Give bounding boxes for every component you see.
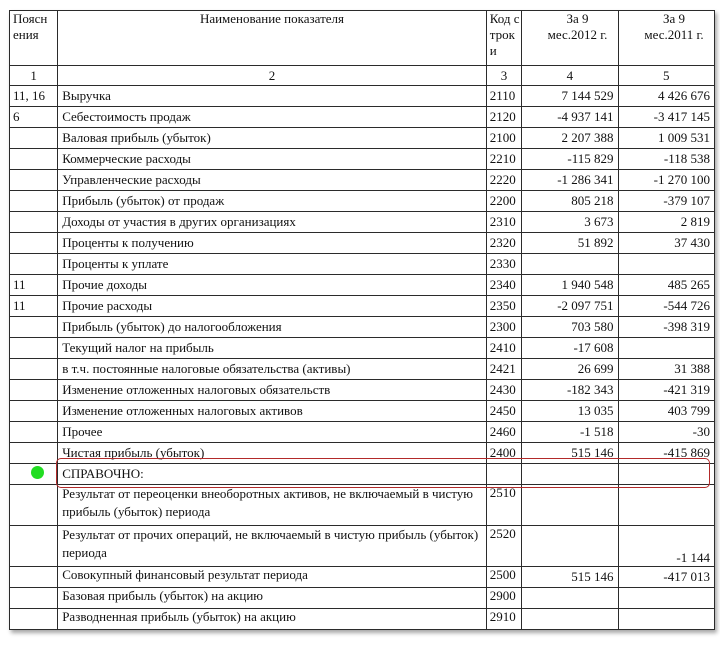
row-prior-value [618, 609, 714, 630]
row-prior-value: 485 265 [618, 275, 714, 296]
table-row [10, 338, 715, 359]
header-period-current: За 9 мес.2012 г. [522, 11, 618, 66]
row-name: Прибыль (убыток) от продаж [58, 191, 487, 212]
row-prior-value: 403 799 [618, 401, 714, 422]
row-prior-value: -379 107 [618, 191, 714, 212]
row-prior-value: -398 319 [618, 317, 714, 338]
row-name: в т.ч. постоянные налоговые обязательства (активы) [58, 359, 487, 380]
reference-row [10, 485, 715, 526]
row-note: 11, 16 [10, 86, 58, 107]
row-note [10, 338, 58, 359]
table-row [10, 128, 715, 149]
row-code: 2450 [486, 401, 521, 422]
row-current-value: 515 146 [522, 443, 618, 464]
row-name: Прочие расходы [58, 296, 487, 317]
table-row [10, 275, 715, 296]
row-name: Результат от переоценки внеоборотных активов, не включаемый в чистую прибыль (убыток) периода [58, 485, 487, 526]
row-current-value: 805 218 [522, 191, 618, 212]
row-current-value: -17 608 [522, 338, 618, 359]
row-name: Текущий налог на прибыль [58, 338, 487, 359]
row-name: Выручка [58, 86, 487, 107]
row-prior-value: -1 270 100 [618, 170, 714, 191]
column-index-row [10, 66, 715, 86]
row-name: Управленческие расходы [58, 170, 487, 191]
header-row [10, 11, 715, 66]
table-row [10, 359, 715, 380]
row-code: 2100 [486, 128, 521, 149]
table-row [10, 317, 715, 338]
row-current-value: 51 892 [522, 233, 618, 254]
table-row [10, 212, 715, 233]
row-name: Базовая прибыль (убыток) на акцию [58, 588, 487, 609]
row-current-value [522, 526, 618, 567]
table-row [10, 170, 715, 191]
row-code: 2310 [486, 212, 521, 233]
row-name: Проценты к получению [58, 233, 487, 254]
row-code: 2220 [486, 170, 521, 191]
row-prior-value: -118 538 [618, 149, 714, 170]
row-name: Чистая прибыль (убыток) [58, 443, 487, 464]
row-note: 11 [10, 296, 58, 317]
reference-row [10, 567, 715, 588]
row-note [10, 233, 58, 254]
reference-label: СПРАВОЧНО: [58, 464, 487, 485]
row-prior-value: 31 388 [618, 359, 714, 380]
table-row [10, 149, 715, 170]
table-row [10, 254, 715, 275]
row-code: 2430 [486, 380, 521, 401]
header-note: Пояснения [10, 11, 58, 66]
row-note [10, 317, 58, 338]
row-name: Проценты к уплате [58, 254, 487, 275]
table-row [10, 233, 715, 254]
row-note [10, 422, 58, 443]
row-current-value [522, 588, 618, 609]
column-index: 3 [486, 66, 521, 86]
row-prior-value [618, 485, 714, 526]
row-current-value: 13 035 [522, 401, 618, 422]
row-note [10, 401, 58, 422]
row-note [10, 443, 58, 464]
table-row [10, 296, 715, 317]
row-code: 2900 [486, 588, 521, 609]
row-code: 2910 [486, 609, 521, 630]
header-period-prior: За 9 мес.2011 г. [618, 11, 714, 66]
row-name: Себестоимость продаж [58, 107, 487, 128]
row-code: 2520 [486, 526, 521, 567]
row-note: 11 [10, 275, 58, 296]
row-code: 2300 [486, 317, 521, 338]
row-code: 2320 [486, 233, 521, 254]
green-marker-dot [31, 466, 44, 479]
row-prior-value: 4 426 676 [618, 86, 714, 107]
row-code: 2200 [486, 191, 521, 212]
row-note: 6 [10, 107, 58, 128]
row-prior-value: 2 819 [618, 212, 714, 233]
row-name: Прочее [58, 422, 487, 443]
row-code: 2110 [486, 86, 521, 107]
row-code: 2410 [486, 338, 521, 359]
row-note [10, 359, 58, 380]
row-name: Валовая прибыль (убыток) [58, 128, 487, 149]
row-current-value: 26 699 [522, 359, 618, 380]
row-name: Изменение отложенных налоговых активов [58, 401, 487, 422]
table-row [10, 422, 715, 443]
row-note [10, 128, 58, 149]
row-prior-value: -421 319 [618, 380, 714, 401]
row-name: Прочие доходы [58, 275, 487, 296]
reference-prior [618, 464, 714, 485]
row-name: Совокупный финансовый результат периода [58, 567, 487, 588]
row-prior-value [618, 338, 714, 359]
row-note [10, 588, 58, 609]
row-note [10, 191, 58, 212]
row-note [10, 567, 58, 588]
reference-row [10, 609, 715, 630]
row-code: 2340 [486, 275, 521, 296]
row-code: 2460 [486, 422, 521, 443]
row-current-value: -182 343 [522, 380, 618, 401]
column-index: 4 [522, 66, 618, 86]
row-note [10, 380, 58, 401]
row-note [10, 254, 58, 275]
row-code: 2421 [486, 359, 521, 380]
column-index: 2 [58, 66, 487, 86]
reference-header-row [10, 464, 715, 485]
row-note [10, 485, 58, 526]
row-prior-value: 1 009 531 [618, 128, 714, 149]
row-prior-value: -1 144 [618, 526, 714, 567]
row-current-value: -1 518 [522, 422, 618, 443]
row-code: 2210 [486, 149, 521, 170]
row-prior-value: -415 869 [618, 443, 714, 464]
row-note [10, 149, 58, 170]
row-prior-value: 37 430 [618, 233, 714, 254]
row-name: Прибыль (убыток) до налогообложения [58, 317, 487, 338]
income-statement-table [9, 10, 715, 630]
table-row [10, 107, 715, 128]
row-name: Результат от прочих операций, не включаемый в чистую прибыль (убыток) периода [58, 526, 487, 567]
row-current-value [522, 609, 618, 630]
row-name: Изменение отложенных налоговых обязательств [58, 380, 487, 401]
row-code: 2500 [486, 567, 521, 588]
row-current-value: 703 580 [522, 317, 618, 338]
row-name: Коммерческие расходы [58, 149, 487, 170]
row-code: 2330 [486, 254, 521, 275]
row-current-value: 515 146 [522, 567, 618, 588]
row-current-value: -1 286 341 [522, 170, 618, 191]
reference-code [486, 464, 521, 485]
reference-row [10, 588, 715, 609]
row-name: Разводненная прибыль (убыток) на акцию [58, 609, 487, 630]
row-current-value: 7 144 529 [522, 86, 618, 107]
row-prior-value: -544 726 [618, 296, 714, 317]
row-prior-value: -3 417 145 [618, 107, 714, 128]
row-prior-value: -417 013 [618, 567, 714, 588]
row-current-value: 3 673 [522, 212, 618, 233]
row-current-value [522, 254, 618, 275]
header-code: Код строки [486, 11, 521, 66]
header-name: Наименование показателя [58, 11, 487, 66]
row-code: 2120 [486, 107, 521, 128]
row-current-value: 1 940 548 [522, 275, 618, 296]
reference-row [10, 526, 715, 567]
row-code: 2400 [486, 443, 521, 464]
table-row [10, 380, 715, 401]
row-code: 2510 [486, 485, 521, 526]
table-row [10, 86, 715, 107]
column-index: 1 [10, 66, 58, 86]
row-code: 2350 [486, 296, 521, 317]
row-prior-value: -30 [618, 422, 714, 443]
row-name: Доходы от участия в других организациях [58, 212, 487, 233]
row-note [10, 609, 58, 630]
row-prior-value [618, 254, 714, 275]
row-note [10, 526, 58, 567]
row-current-value: -4 937 141 [522, 107, 618, 128]
table-row [10, 401, 715, 422]
row-current-value [522, 485, 618, 526]
row-note [10, 170, 58, 191]
row-current-value: -2 097 751 [522, 296, 618, 317]
table-row [10, 443, 715, 464]
table-row [10, 191, 715, 212]
column-index: 5 [618, 66, 714, 86]
row-current-value: 2 207 388 [522, 128, 618, 149]
row-note [10, 212, 58, 233]
row-current-value: -115 829 [522, 149, 618, 170]
row-prior-value [618, 588, 714, 609]
reference-current [522, 464, 618, 485]
